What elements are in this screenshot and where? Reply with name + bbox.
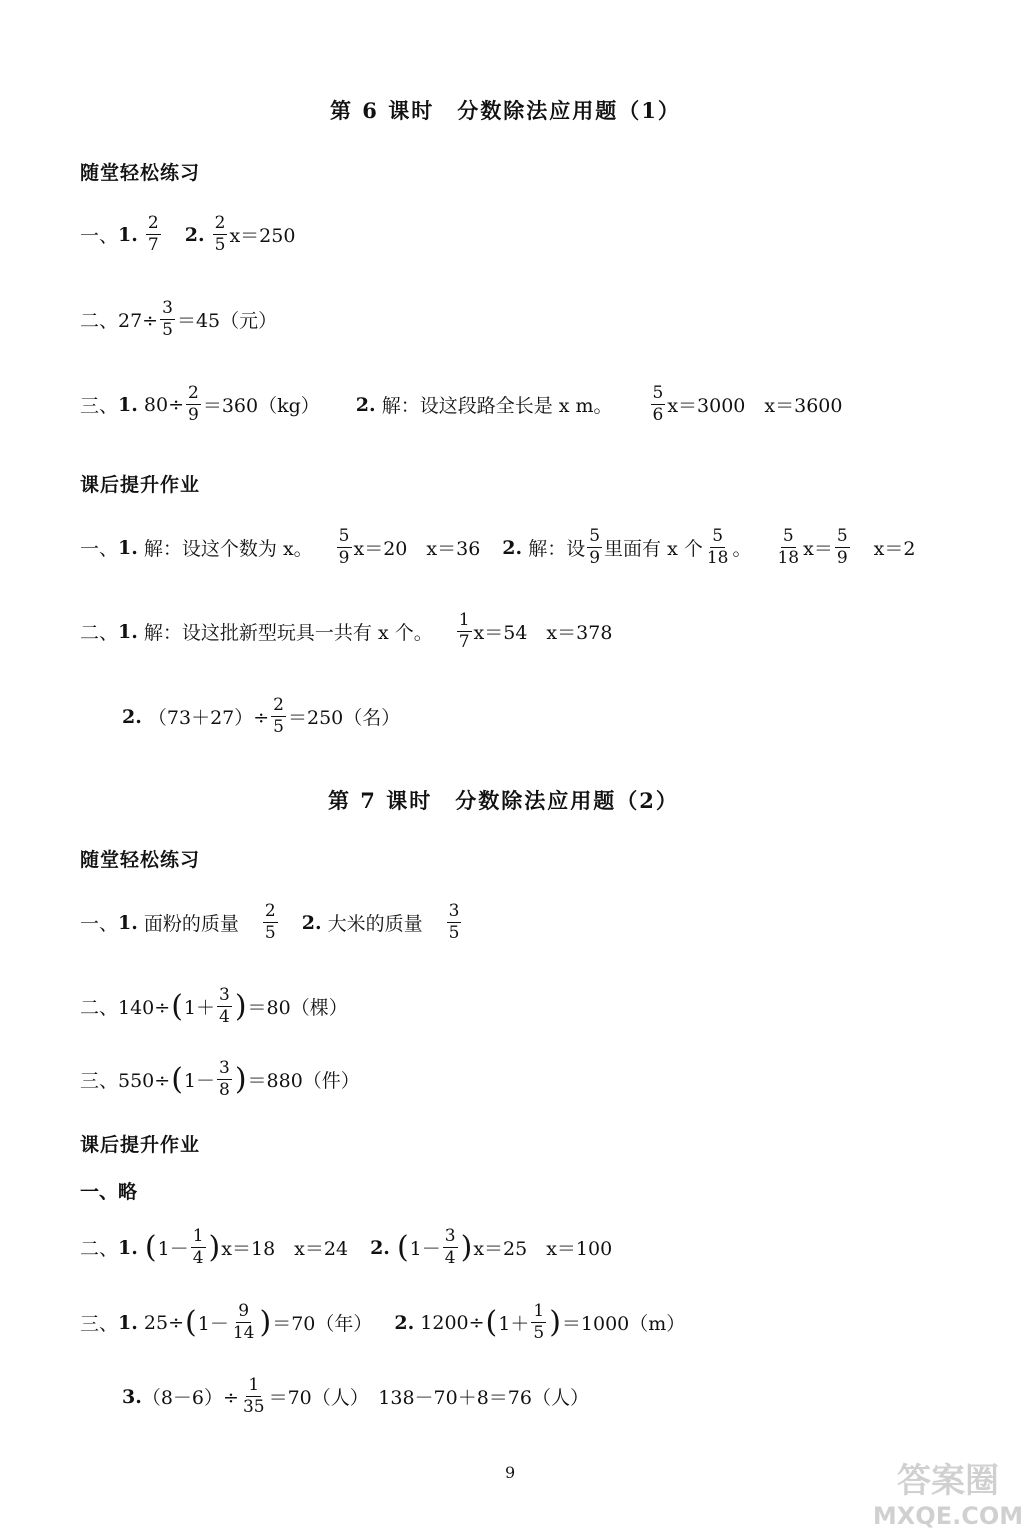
lesson6-line-6: 2. （73＋27）÷ $\frac{2}{5}$ ＝250（名） <box>122 695 401 737</box>
fraction: $\frac{3}{5}$ <box>448 901 460 943</box>
fraction: $\frac{5}{6}$ <box>652 383 664 425</box>
fraction: $\frac{1}{5}$ <box>533 1301 545 1343</box>
watermark-logo <box>873 1454 1023 1530</box>
fraction: $\frac{9}{14}$ <box>232 1301 255 1343</box>
watermark-text-2: MXQE.COM <box>873 1502 1023 1530</box>
lesson7-line-4: 一、略 <box>80 1181 138 1203</box>
fraction: $\frac{5}{18}$ <box>777 526 800 568</box>
lesson7-section-practice: 随堂轻松练习 <box>80 849 201 871</box>
fraction: $\frac{5}{9}$ <box>338 526 350 568</box>
fraction: $\frac{5}{9}$ <box>589 526 601 568</box>
lesson7-section-homework: 课后提升作业 <box>80 1134 201 1156</box>
lesson7-title: 第 7 课时 分数除法应用题（2） <box>328 788 679 813</box>
page-number: 9 <box>505 1463 516 1482</box>
fraction: $\frac{5}{18}$ <box>706 526 729 568</box>
fraction: $\frac{3}{5}$ <box>162 298 173 340</box>
fraction: $\frac{5}{9}$ <box>836 526 848 568</box>
fraction: $\frac{1}{35}$ <box>242 1375 265 1417</box>
lesson7-line-3: 三、550÷ ( 1－ $\frac{3}{8}$ ) ＝880（件） <box>80 1058 360 1100</box>
lesson6-line-4: 一、 1. 解：设这个数为 x。 $\frac{5}{9}$ x＝20 x＝36 2. 解：设 $\frac{5}{9}$ 里面有 x 个 $\frac{5}{18}$ 。 $\frac{5}{18}$ x＝ $\frac{5}{9}$ x＝2 <box>80 526 916 568</box>
lesson7-line-1: 一、 1. 面粉的质量 $\frac{2}{5}$ 2. 大米的质量 $\frac{3}{5}$ <box>80 901 460 943</box>
lesson7-line-6: 三、 1. 25÷ ( 1－ $\frac{9}{14}$ ) ＝70（年） 2. 1200÷ ( 1＋ $\frac{1}{5}$ ) ＝1000（m） <box>80 1301 686 1343</box>
lesson6-line-3: 三、 1. 80÷ $\frac{2}{9}$ ＝360（kg） 2. 解：设这段路全长是 x m。 $\frac{5}{6}$ x＝3000 x＝3600 <box>80 383 843 425</box>
watermark-text-1: 答案圈 <box>897 1461 999 1501</box>
fraction: $\frac{2}{7}$ <box>147 213 159 255</box>
lesson7-line-2: 二、140÷ ( 1＋ $\frac{3}{4}$ ) ＝80（棵） <box>80 985 348 1027</box>
fraction: $\frac{3}{8}$ <box>219 1058 230 1100</box>
lesson7-line-7: 3. （8－6）÷ $\frac{1}{35}$ ＝70（人） 138－70＋8＝76（人） <box>122 1375 589 1417</box>
fraction: $\frac{3}{4}$ <box>444 1226 456 1268</box>
lesson6-section-practice: 随堂轻松练习 <box>80 162 201 184</box>
fraction: $\frac{2}{9}$ <box>188 383 199 425</box>
fraction: $\frac{2}{5}$ <box>273 695 284 737</box>
fraction: $\frac{3}{4}$ <box>219 985 230 1027</box>
fraction: $\frac{2}{5}$ <box>264 901 276 943</box>
lesson6-section-homework: 课后提升作业 <box>80 474 201 496</box>
fraction: $\frac{1}{4}$ <box>192 1226 204 1268</box>
lesson6-line-1: 一、 1. $\frac{2}{7}$ 2. $\frac{2}{5}$ x＝250 <box>80 213 296 255</box>
fraction: $\frac{2}{5}$ <box>214 213 226 255</box>
lesson6-line-2: 二、27÷ $\frac{3}{5}$ ＝45（元） <box>80 298 278 340</box>
lesson6-title: 第 6 课时 分数除法应用题（1） <box>330 98 681 123</box>
lesson6-line-5: 二、 1. 解：设这批新型玩具一共有 x 个。 $\frac{1}{7}$ x＝54 x＝378 <box>80 610 613 652</box>
lesson7-line-5: 二、 1. ( 1－ $\frac{1}{4}$ ) x＝18 x＝24 2. ( 1－ $\frac{3}{4}$ ) x＝25 x＝100 <box>80 1226 613 1268</box>
fraction: $\frac{1}{7}$ <box>458 610 470 652</box>
